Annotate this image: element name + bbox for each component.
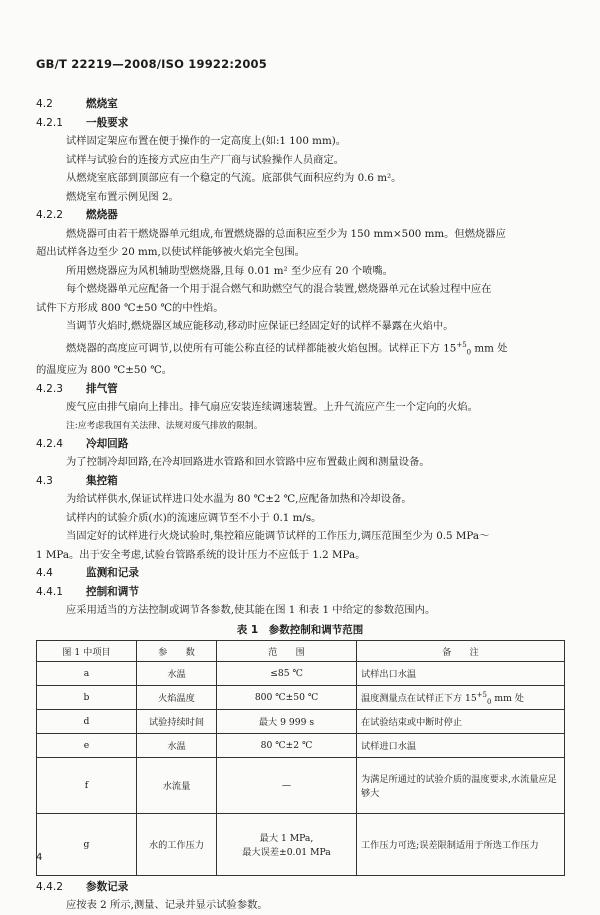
paragraph: 试样固定架应布置在便于操作的一定高度上(如:1 100 mm)。: [66, 135, 347, 147]
heading-4-2-2: 4.2.2 燃烧器: [36, 209, 118, 221]
paragraph: 燃烧室布置示例见图 2。: [66, 190, 179, 203]
table-row: b 火焰温度 800 ℃±50 ℃ 温度测量点在试样正下方 $15^{+5}_0$ mm 处: [37, 685, 565, 709]
paragraph: 每个燃烧器单元应配备一个用于混合燃气和助燃空气的混合装置,燃烧器单元在试验过程中应在: [66, 283, 492, 295]
paragraph: 应按表 2 所示,测量、记录并显示试验参数。: [66, 899, 268, 912]
heading-4-4-2: 4.4.2 参数记录: [36, 880, 129, 893]
paragraph: 当调节火焰时,燃烧器区域应能移动,移动时应保证已经固定好的试样不暴露在火焰中。: [66, 320, 454, 332]
paragraph: 试样内的试验介质(水)的流速应调节至不小于 0.1 m/s。: [66, 511, 322, 524]
heading-4-4-1: 4.4.1 控制和调节: [36, 585, 139, 598]
table-row: d 试验持续时间 最大 9 999 s 在试验结束或中断时停止: [37, 709, 565, 733]
paragraph: 所用燃烧器应为风机辅助型燃烧器,且每 0.01 m² 至少应有 20 个喷嘴。: [66, 264, 393, 277]
paragraph: 为给试样供水,保证试样进口处水温为 80 ℃±2 ℃,应配备加热和冷却设备。: [66, 493, 412, 506]
heading-4-2-3: 4.2.3 排气管: [36, 382, 118, 395]
heading-4-2-1: 4.2.1 一般要求: [36, 116, 129, 129]
heading-4-2: 4.2 燃烧室: [36, 98, 118, 110]
paragraph: 试样与试验台的连接方式应由生产厂商与试验操作人员商定。: [66, 153, 345, 166]
heading-4-2-4: 4.2.4 冷却回路: [36, 437, 129, 450]
table-header-row: [37, 640, 565, 661]
heading-4-4: 4.4 监测和记录: [36, 567, 139, 580]
standard-header: GB/T 22219—2008/ISO 19922:2005: [36, 57, 267, 71]
paragraph: 为了控制冷却回路,在冷却回路进水管路和回水管路中应布置截止阀和测量设备。: [66, 456, 430, 469]
document-body: [36, 95, 564, 915]
paragraph: 燃烧器可由若干燃烧器单元组成,布置燃烧器的总面积应至少为 150 mm×500 mm。但燃烧器应: [66, 227, 506, 240]
page-number: 4: [36, 852, 43, 863]
paragraph: 废气应由排气扇向上排出。排气扇应安装连续调速装置。上升气流应产生一个定向的火焰。: [66, 401, 478, 414]
parameter-table: [36, 640, 565, 876]
table-row: g 水的工作压力 最大 1 MPa, 最大误差±0.01 MPa 工作压力可选;误差限制适用于所选工作压力: [37, 813, 565, 875]
column-header: 备 注: [357, 640, 565, 661]
table-row: f 水流量 — 为满足所通过的试验介质的温度要求,水流量应足够大: [37, 757, 565, 813]
paragraph-continuation: 1 MPa。出于安全考虑,试验台管路系统的设计压力不应低于 1.2 MPa。: [36, 548, 366, 561]
column-header: 图 1 中项目: [37, 640, 137, 661]
table-row: a 水温 ≤85 ℃ 试样出口水温: [37, 661, 565, 685]
paragraph: 当固定好的试样进行火烧试验时,集控箱应能调节试样的工作压力,调压范围至少为 0.5 MPa～: [66, 530, 490, 543]
heading-4-3: 4.3 集控箱: [36, 474, 118, 487]
table-caption: 表 1 参数控制和调节范围: [236, 623, 364, 636]
paragraph: 应采用适当的方法控制或调节各参数,使其能在图 1 和表 1 中给定的参数范围内。: [66, 604, 436, 617]
paragraph-continuation: 试件下方形成 800 ℃±50 ℃的中性焰。: [36, 301, 224, 314]
paragraph: 燃烧器的高度应可调节,以使所有可能公称直径的试样都能被火焰包围。试样正下方 $15^{+5}_0$ mm 处: [66, 340, 508, 356]
paragraph: 从燃烧室底部到顶部应有一个稳定的气流。底部供气面积应约为 0.6 m²。: [66, 172, 402, 184]
column-header: 范 围: [217, 640, 357, 661]
table-row: e 水温 80 ℃±2 ℃ 试样进口水温: [37, 733, 565, 757]
column-header: 参 数: [137, 640, 217, 661]
note: 注:应考虑我国有关法律、法规对废气排放的限制。: [66, 420, 263, 431]
paragraph-continuation: 超出试样各边至少 20 mm,以使试样能够被火焰完全包围。: [36, 246, 305, 258]
paragraph-continuation: 的温度应为 800 ℃±50 ℃。: [36, 364, 173, 377]
